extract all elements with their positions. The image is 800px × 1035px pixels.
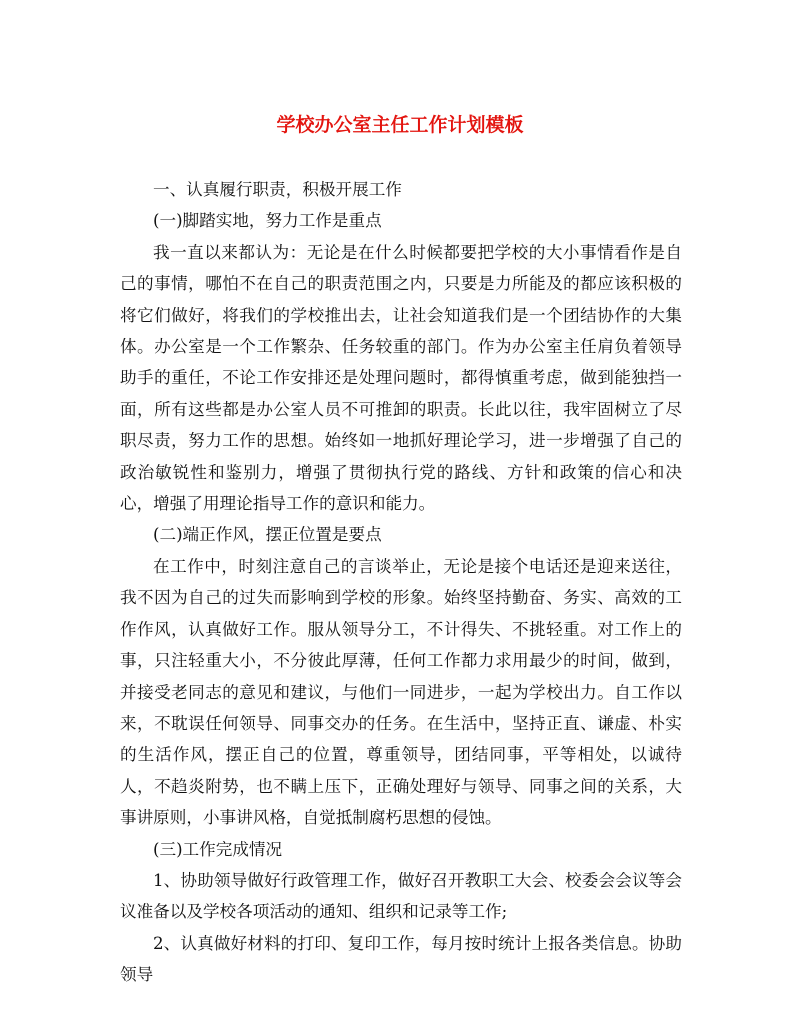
document-body — [120, 174, 682, 991]
body-paragraph: 在工作中，时刻注意自己的言谈举止，无论是接个电话还是迎来送往，我不因为自己的过失而影响到学校的形象。始终坚持勤奋、务实、高效的工作作风，认真做好工作。服从领导分工，不计得失、不挑轻重。对工作上的事，只注轻重大小，不分彼此厚薄，任何工作都力求用最少的时间，做到，并接受老同志的意见和建议，与他们一同进步，一起为学校出力。自工作以来，不耽误任何领导、同事交办的任务。在生活中，坚持正直、谦虚、朴实的生活作风，摆正自己的位置，尊重领导，团结同事，平等相处，以诚待人，不趋炎附势，也不瞒上压下，正确处理好与领导、同事之间的关系，大事讲原则，小事讲风格，自觉抵制腐朽思想的侵蚀。 — [120, 556, 682, 828]
document-title: 学校办公室主任工作计划模板 — [276, 114, 524, 136]
body-paragraph: 我一直以来都认为：无论是在什么时候都要把学校的大小事情看作是自己的事情，哪怕不在自己的职责范围之内，只要是力所能及的都应该积极的将它们做好，将我们的学校推出去，让社会知道我们是一个团结协作的大集体。办公室是一个工作繁杂、任务较重的部门。作为办公室主任肩负着领导助手的重任，不论工作安排还是处理问题时，都得慎重考虑，做到能独挡一面，所有这些都是办公室人员不可推卸的职责。长此以往，我牢固树立了尽职尽责，努力工作的思想。始终如一地抓好理论学习，进一步增强了自己的政治敏锐性和鉴别力，增强了贯彻执行党的路线、方针和政策的信心和决心，增强了用理论指导工作的意识和能力。 — [120, 242, 682, 514]
section-heading: 一、认真履行职责，积极开展工作 — [153, 180, 402, 199]
body-paragraph: 1、协助领导做好行政管理工作，做好召开教职工大会、校委会会议等会议准备以及学校各项活动的通知、组织和记录等工作; — [120, 870, 682, 922]
subsection-heading: (一)脚踏实地，努力工作是重点 — [153, 211, 382, 231]
subsection-heading: (三)工作完成情况 — [153, 839, 283, 859]
subsection-heading: (二)端正作风，摆正位置是要点 — [153, 525, 382, 545]
body-paragraph: 2、认真做好材料的打印、复印工作，每月按时统计上报各类信息。协助领导 — [120, 933, 682, 985]
